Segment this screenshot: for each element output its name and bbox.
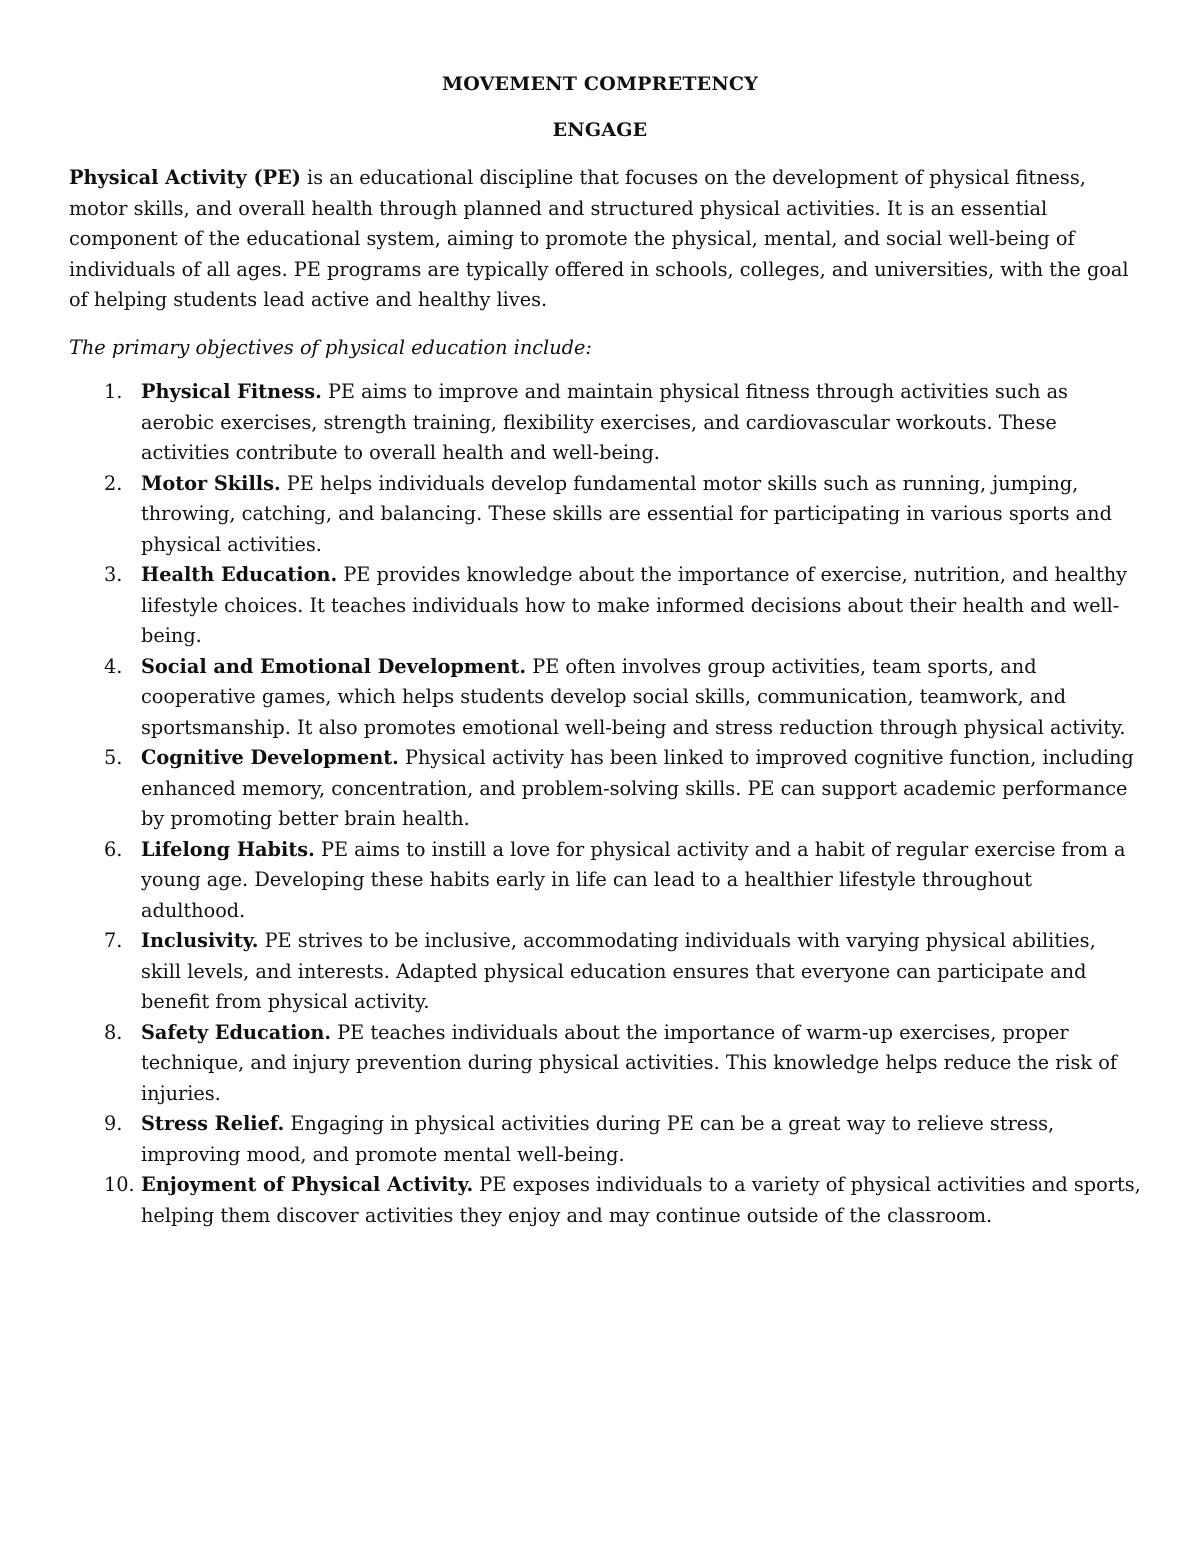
document-title: MOVEMENT COMPRETENCY	[441, 73, 759, 95]
list-item-term: Cognitive Development.	[141, 746, 399, 769]
objectives-list	[0, 377, 1200, 1231]
list-item	[0, 560, 1141, 652]
list-item-text: PE often involves group activities, team sports, and cooperative games, which helps students develop social skills, communication, teamwork, and sportsmanship. It also promotes emotional well-being and stress reduction through physical activity.	[141, 654, 1126, 739]
document-subtitle: ENGAGE	[552, 119, 648, 141]
list-item-number: 2.	[104, 471, 123, 495]
list-item	[0, 926, 1141, 1018]
list-item-text: Physical activity has been linked to improved cognitive function, including enhanced memory, concentration, and problem-solving skills. PE can support academic performance by promoting better brain health.	[141, 746, 1134, 830]
list-item	[0, 469, 1141, 561]
list-item-term: Health Education.	[141, 563, 338, 586]
list-item	[0, 1109, 1141, 1170]
list-item	[0, 1018, 1141, 1110]
list-item-term: Physical Fitness.	[141, 380, 322, 403]
list-item-term: Motor Skills.	[141, 471, 281, 495]
list-item-number: 8.	[104, 1020, 123, 1044]
list-item-number: 5.	[104, 746, 123, 769]
list-item-text: PE aims to improve and maintain physical fitness through activities such as aerobic exercises, strength training, flexibility exercises, and cardiovascular workouts. These activities contribute to overall health and well-being.	[141, 380, 1068, 464]
list-item-text: PE exposes individuals to a variety of physical activities and sports, helping them discover activities they enjoy and may continue outside of the classroom.	[141, 1173, 1141, 1227]
intro-text: is an educational discipline that focuses on the development of physical fitness, motor skills, and overall health through planned and structured physical activities. It is an essential component of the educational system, aiming to promote the physical, mental, and social well-being of individuals of all ages. PE programs are typically offered in schools, colleges, and universities, with the goal of helping students lead active and healthy lives.	[69, 166, 1129, 311]
list-item-text: PE aims to instill a love for physical activity and a habit of regular exercise from a young age. Developing these habits early in life can lead to a healthier lifestyle throughout adulthood.	[141, 837, 1126, 922]
list-item-text: Engaging in physical activities during PE can be a great way to relieve stress, improving mood, and promote mental well-being.	[141, 1112, 1055, 1166]
list-item-term: Enjoyment of Physical Activity.	[141, 1173, 474, 1196]
list-item-number: 9.	[104, 1112, 123, 1135]
list-item-term: Social and Emotional Development.	[141, 654, 527, 678]
list-item-text: PE teaches individuals about the importance of warm-up exercises, proper technique, and injury prevention during physical activities. This knowledge helps reduce the risk of injuries.	[141, 1020, 1117, 1105]
list-item-number: 3.	[104, 563, 123, 586]
list-item	[0, 652, 1141, 744]
list-item-number: 4.	[104, 654, 123, 678]
list-item-number: 6.	[104, 837, 123, 861]
list-item-text: PE provides knowledge about the importance of exercise, nutrition, and healthy lifestyle choices. It teaches individuals how to make informed decisions about their health and well-being.	[141, 563, 1128, 647]
list-item-number: 7.	[104, 929, 123, 952]
intro-paragraph	[69, 163, 1129, 316]
list-item-term: Safety Education.	[141, 1020, 332, 1044]
list-item	[0, 835, 1141, 927]
list-item-number: 1.	[104, 380, 123, 403]
intro-term: Physical Activity (PE)	[69, 166, 301, 189]
list-item	[0, 1170, 1141, 1231]
objectives-lead: The primary objectives of physical education include:	[69, 336, 592, 359]
list-item-term: Lifelong Habits.	[141, 837, 315, 861]
list-item-term: Inclusivity.	[141, 929, 259, 952]
list-item-number: 10.	[104, 1173, 135, 1196]
list-item-text: PE helps individuals develop fundamental motor skills such as running, jumping, throwing, catching, and balancing. These skills are essential for participating in various sports and physical activities.	[141, 471, 1112, 556]
list-item	[0, 743, 1141, 835]
list-item	[0, 377, 1141, 469]
list-item-term: Stress Relief.	[141, 1112, 285, 1135]
list-item-text: PE strives to be inclusive, accommodating individuals with varying physical abilities, skill levels, and interests. Adapted physical education ensures that everyone can participate and benefit from physical activity.	[141, 929, 1096, 1013]
